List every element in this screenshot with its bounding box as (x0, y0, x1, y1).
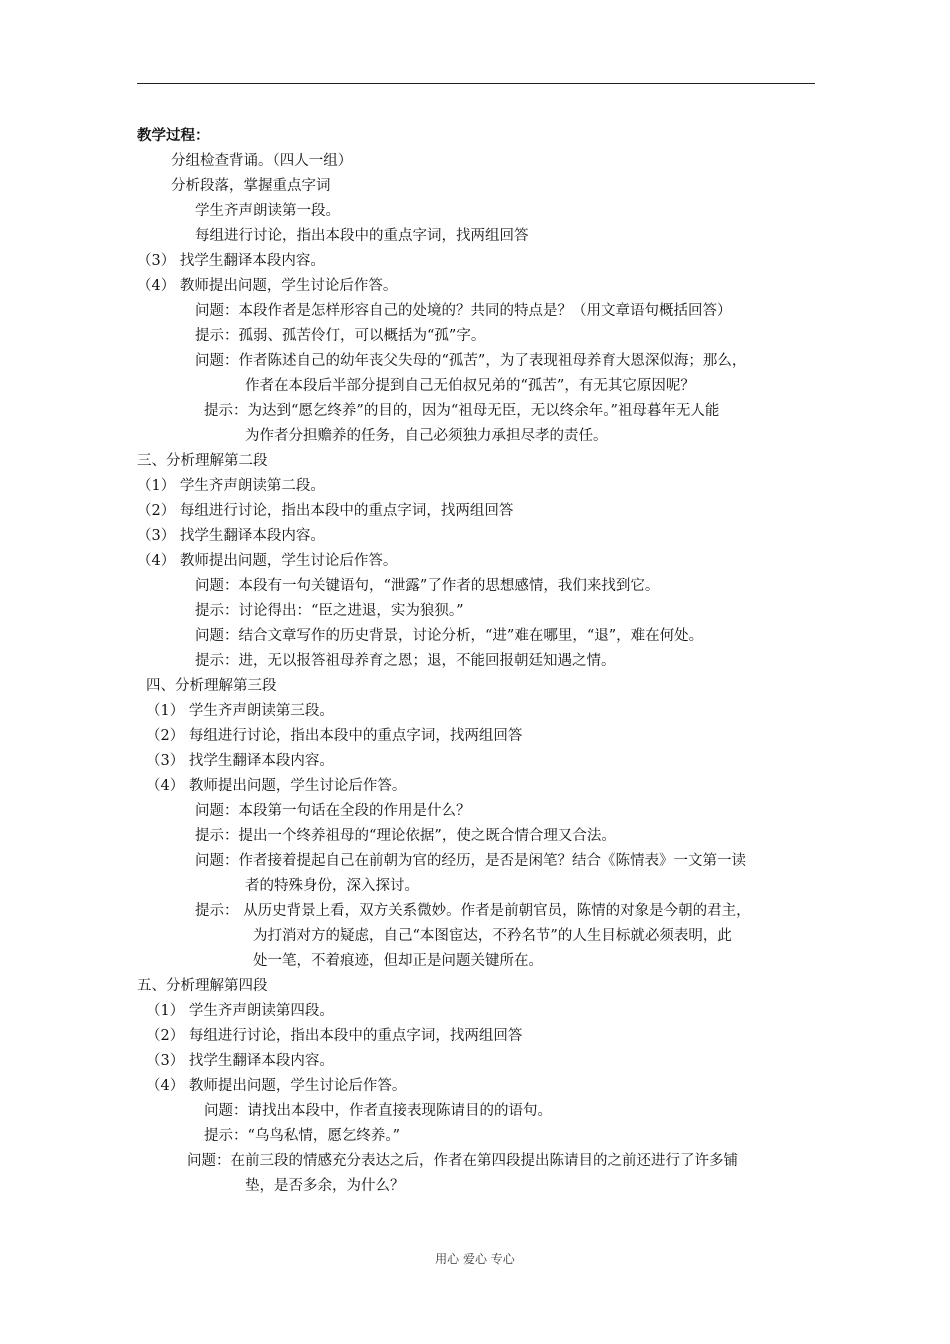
section-heading: 四、分析理解第三段 (146, 678, 277, 694)
text-line: （3） 找学生翻译本段内容。 (137, 253, 325, 269)
text-line: （4） 教师提出问题，学生讨论后作答。 (146, 1078, 407, 1094)
text-line: （4） 教师提出问题，学生讨论后作答。 (137, 278, 398, 294)
text-line: 提示：提出一个终养祖母的“理论依据”，使之既合情合理又合法。 (195, 828, 616, 844)
section-heading: 五、分析理解第四段 (137, 978, 268, 994)
text-line: （1） 学生齐声朗读第三段。 (146, 703, 334, 719)
text-line: 提示：讨论得出：“臣之进退，实为狼狈。” (195, 603, 464, 619)
text-line: 问题：在前三段的情感充分表达之后，作者在第四段提出陈请目的之前还进行了许多铺 (187, 1153, 738, 1169)
text-line: 问题：本段第一句话在全段的作用是什么？ (195, 803, 471, 819)
text-line: 提示：“乌鸟私情，愿乞终养。” (204, 1128, 401, 1144)
text-line: （4） 教师提出问题，学生讨论后作答。 (146, 778, 407, 794)
text-line: 问题：作者接着提起自己在前朝为官的经历，是否是闲笔？结合《陈情表》一文第一读 (195, 853, 746, 869)
text-line: 垫，是否多余，为什么？ (245, 1178, 405, 1194)
text-line: 处一笔，不着痕迹，但却正是问题关键所在。 (253, 953, 543, 969)
text-line: 作者在本段后半部分提到自己无伯叔兄弟的“孤苦”，有无其它原因呢？ (245, 378, 695, 394)
text-line: 为打消对方的疑虑，自己“本图宦达，不矜名节”的人生目标就必须表明，此 (253, 928, 732, 944)
text-line: 问题：本段作者是怎样形容自己的处境的？共同的特点是？（用文章语句概括回答） (195, 303, 732, 319)
text-line: （1） 学生齐声朗读第四段。 (146, 1003, 334, 1019)
header-rule (137, 83, 815, 84)
text-line: 问题：本段有一句关键语句，“泄露”了作者的思想感情，我们来找到它。 (195, 578, 660, 594)
text-line: 每组进行讨论，指出本段中的重点字词，找两组回答 (195, 228, 529, 244)
text-line: 为作者分担赡养的任务，自己必须独力承担尽孝的责任。 (245, 428, 608, 444)
text-line: （2） 每组进行讨论，指出本段中的重点字词，找两组回答 (137, 503, 514, 519)
text-line: 提示： 从历史背景上看，双方关系微妙。作者是前朝官员，陈情的对象是今朝的君主， (195, 903, 751, 919)
text-line: 提示：进，无以报答祖母养育之恩；退，不能回报朝廷知遇之情。 (195, 653, 616, 669)
text-line: 者的特殊身份，深入探讨。 (245, 878, 419, 894)
text-line: 问题：作者陈述自己的幼年丧父失母的“孤苦”，为了表现祖母养育大恩深似海；那么， (195, 353, 747, 369)
text-line: （3） 找学生翻译本段内容。 (146, 753, 334, 769)
section-title: 教学过程： (137, 127, 210, 144)
text-line: 分组检查背诵。（四人一组） (171, 153, 353, 169)
text-line: （1） 学生齐声朗读第二段。 (137, 478, 325, 494)
text-line: 问题：结合文章写作的历史背景，讨论分析，“进”难在哪里，“退”，难在何处。 (195, 628, 704, 644)
text-line: 提示：为达到“愿乞终养”的目的，因为“祖母无臣，无以终余年。”祖母暮年无人能 (204, 403, 720, 419)
page-footer: 用心 爱心 专心 (435, 1252, 515, 1266)
text-line: （2） 每组进行讨论，指出本段中的重点字词，找两组回答 (146, 728, 523, 744)
text-line: 提示：孤弱、孤苦伶仃，可以概括为“孤”字。 (195, 328, 486, 344)
text-line: （3） 找学生翻译本段内容。 (137, 528, 325, 544)
text-line: 问题：请找出本段中，作者直接表现陈请目的的语句。 (204, 1103, 552, 1119)
text-line: 分析段落，掌握重点字词 (171, 178, 331, 194)
text-line: （3） 找学生翻译本段内容。 (146, 1053, 334, 1069)
section-heading: 三、分析理解第二段 (137, 453, 268, 469)
text-line: （4） 教师提出问题，学生讨论后作答。 (137, 553, 398, 569)
text-line: 学生齐声朗读第一段。 (195, 203, 340, 219)
text-line: （2） 每组进行讨论，指出本段中的重点字词，找两组回答 (146, 1028, 523, 1044)
